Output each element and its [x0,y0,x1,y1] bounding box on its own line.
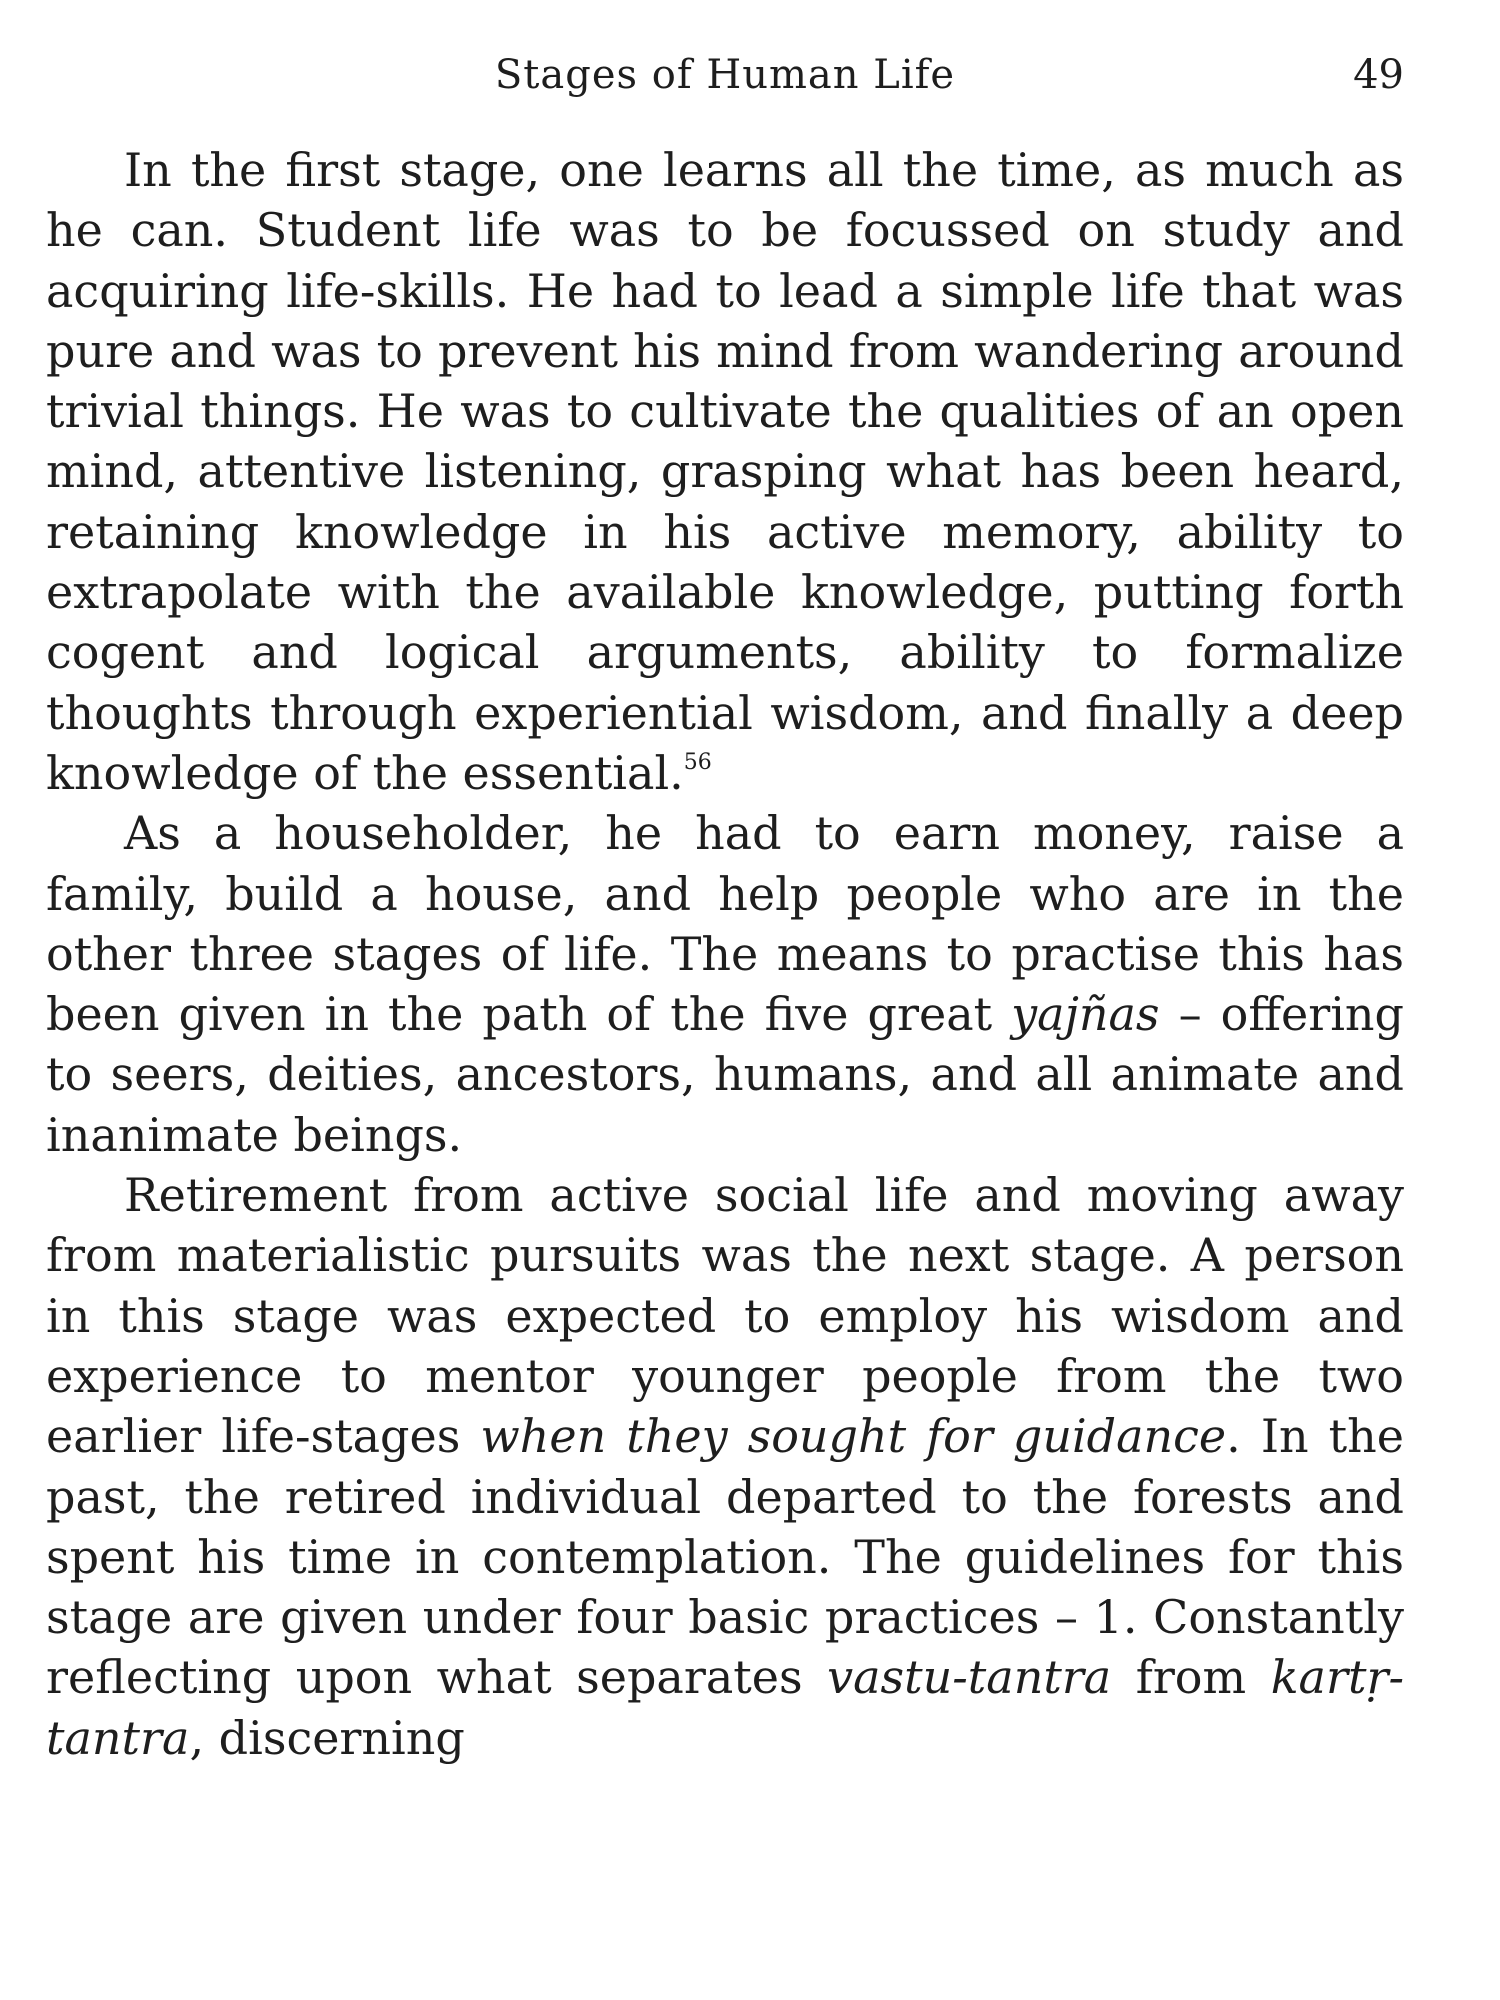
italic-phrase: when they sought for guidance [480,1409,1227,1464]
body-text [46,140,1404,1768]
footnote-marker: 56 [683,749,712,775]
text-run: from [1111,1650,1271,1705]
running-title: Stages of Human Life [494,52,956,98]
italic-term: yajñas [1011,987,1160,1042]
text-run: As a householder, he had to earn money, raise a family, build a house, and help people who are in the other three stages of life. The means to practise this has been given in the path of the five great [46,806,1404,1042]
text-run: . In the past, the retired individual departed to the forests and spent his time in contemplation. The guidelines for this stage are given under four basic practices – 1. Constantly reflecting upon what separates [46,1409,1404,1705]
paragraph-student-stage [46,140,1404,803]
italic-term: vastu-tantra [827,1650,1112,1705]
page-number: 49 [1353,52,1404,98]
text-run: – offering to seers, deities, ancestors, humans, and all animate and inanimate beings. [46,987,1404,1162]
italic-term: kartṛ-tantra [46,1650,1404,1765]
text-run: , discerning [189,1710,465,1765]
text-run: Retirement from active social life and moving away from materialistic pursuits was the next stage. A person in this stage was expected to employ his wisdom and experience to mentor younger people from the two earlier life-stages [46,1168,1404,1464]
paragraph-householder-stage [46,803,1404,1165]
text-run: In the first stage, one learns all the time, as much as he can. Student life was to be focussed on study and acquiring life-skills. He had to lead a simple life that was pure and was to prevent his mind from wandering around trivial things. He was to cultivate the qualities of an open mind, attentive listening, grasping what has been heard, retaining knowledge in his active memory, ability to extrapolate with the available knowledge, putting forth cogent and logical arguments, ability to formalize thoughts through experiential wisdom, and finally a deep knowledge of the essential. [46,143,1404,800]
paragraph-retirement-stage [46,1165,1404,1768]
running-head [46,52,1404,112]
